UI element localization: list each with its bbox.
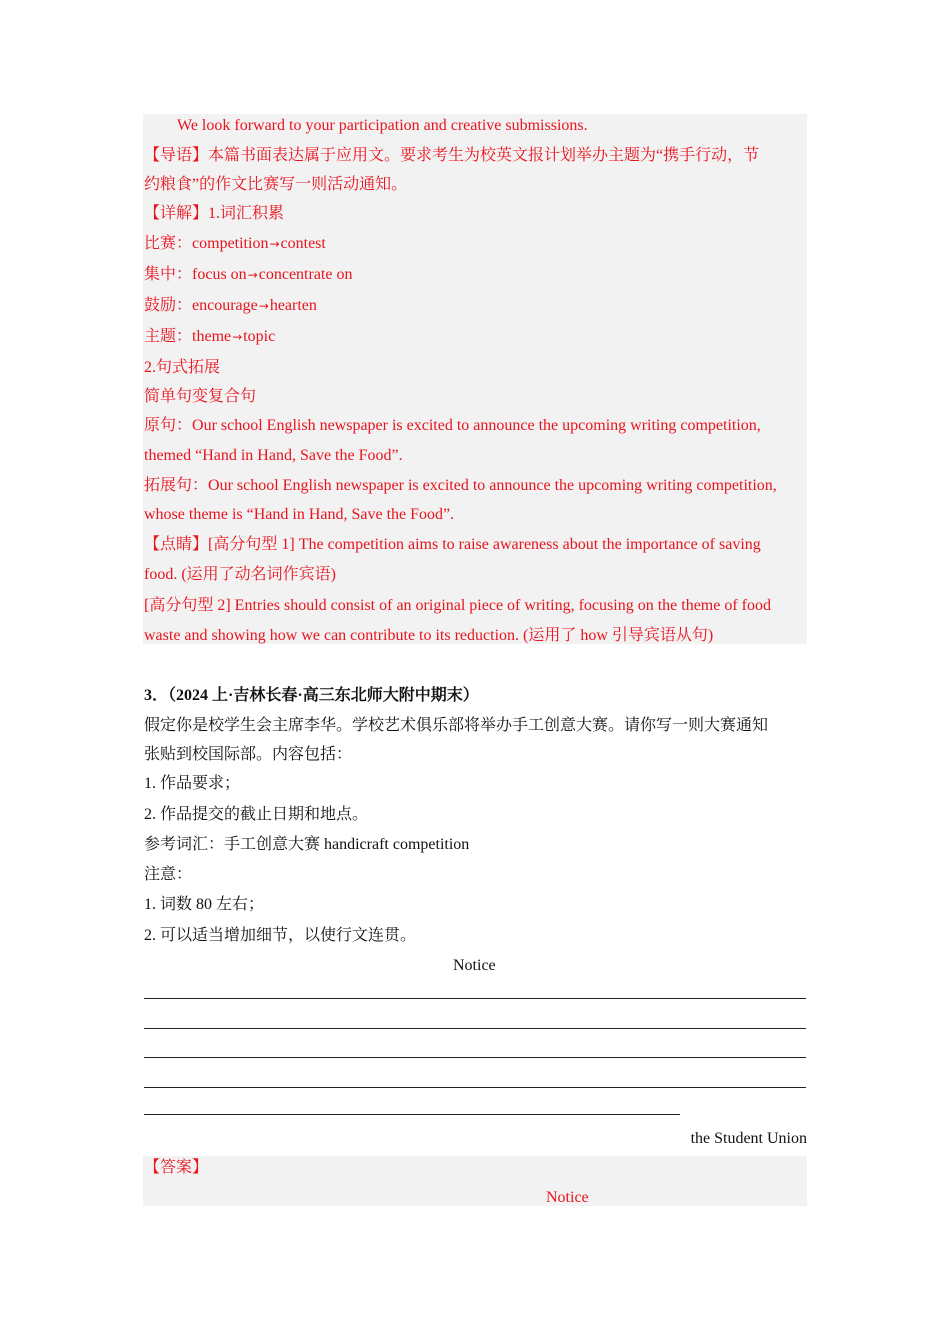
sentence-subheading: 简单句变复合句 [144, 388, 257, 405]
writing-line[interactable] [144, 1087, 806, 1088]
highlight-2-note: 运用了 how 引导宾语从句 [528, 627, 708, 644]
vocab-to: hearten [269, 297, 317, 314]
question-number: 3． [144, 687, 169, 704]
right-arrow-icon: → [269, 237, 280, 251]
question-3-header [144, 686, 479, 706]
right-arrow-icon: → [232, 330, 243, 344]
detail-tag: 【详解】 [144, 205, 209, 222]
writing-line[interactable] [144, 1114, 680, 1115]
question-item-2: 2. 作品提交的截止日期和地点。 [144, 806, 369, 823]
note-item-1: 1. 词数 80 左右； [144, 896, 265, 913]
note-label: 注意： [144, 866, 193, 883]
note-item-2: 2. 可以适当增加细节，以使行文连贯。 [144, 927, 417, 944]
expanded-label: 拓展句： [144, 477, 209, 494]
vocab-from: theme [192, 328, 232, 345]
original-text: Our school English newspaper is excited to announce the upcoming writing competition, [192, 417, 761, 434]
writing-line[interactable] [144, 998, 806, 999]
question-item-1: 1. 作品要求； [144, 775, 241, 792]
highlight-2-label: [高分句型 2] [144, 597, 231, 614]
question-source: （2024 上·吉林长春·高三东北师大附中期末） [168, 687, 479, 704]
highlight-tag: 【点睛】 [144, 536, 209, 553]
highlight-2-text: Entries should consist of an original piece of writing, focusing on the theme of food [230, 597, 771, 614]
answer-tag: 【答案】 [144, 1159, 209, 1176]
vocab-to: contest [280, 235, 326, 252]
vocab-item [144, 234, 326, 254]
writing-line[interactable] [144, 1028, 806, 1029]
highlight-1-text-cont: food. ( [144, 566, 187, 583]
original-label: 原句： [144, 417, 193, 434]
vocab-reference: 参考词汇：手工创意大赛 handicraft competition [144, 836, 470, 853]
vocab-cn: 鼓励： [144, 297, 193, 314]
closing-sentence: We look forward to your participation and creative submissions. [177, 117, 588, 134]
highlight-line-1 [144, 535, 761, 555]
right-arrow-icon: → [247, 268, 258, 282]
guide-line-1 [144, 146, 759, 166]
answer-notice-title: Notice [546, 1189, 589, 1206]
expanded-text: Our school English newspaper is excited to announce the upcoming writing competition, [208, 477, 777, 494]
highlight-line-4 [144, 626, 713, 646]
highlight-1-note: 运用了动名词作宾语 [186, 566, 331, 583]
highlight-line-3 [144, 596, 771, 616]
expanded-sentence-line-2: whose theme is “Hand in Hand, Save the Food”. [144, 506, 455, 523]
answer-block-background [143, 1156, 807, 1206]
sentence-heading: 2.句式拓展 [144, 359, 221, 376]
vocab-item [144, 327, 275, 347]
detail-heading: 1.词汇积累 [208, 205, 285, 222]
vocab-cn: 主题： [144, 328, 193, 345]
original-sentence-line-2: themed “Hand in Hand, Save the Food”. [144, 447, 403, 464]
highlight-line-2 [144, 565, 336, 585]
question-prompt-line-1: 假定你是校学生会主席李华。学校艺术俱乐部将举办手工创意大赛。请你写一则大赛通知 [144, 717, 769, 734]
vocab-to: concentrate on [258, 266, 353, 283]
vocab-from: encourage [192, 297, 258, 314]
highlight-2-paren: ) [707, 627, 714, 644]
guide-tag: 【导语】 [144, 147, 209, 164]
vocab-to: topic [243, 328, 276, 345]
guide-text: 本篇书面表达属于应用文。要求考生为校英文报计划举办主题为“携手行动，节 [208, 147, 760, 164]
vocab-from: competition [192, 235, 269, 252]
vocab-cn: 比赛： [144, 235, 193, 252]
detail-line [144, 204, 284, 224]
original-sentence-line-1 [144, 416, 761, 436]
expanded-sentence-line-1 [144, 476, 777, 496]
highlight-1-paren: ) [330, 566, 336, 583]
vocab-item [144, 296, 317, 316]
vocab-from: focus on [192, 266, 247, 283]
right-arrow-icon: → [258, 299, 269, 313]
notice-title: Notice [453, 957, 496, 974]
question-prompt-line-2: 张贴到校国际部。内容包括： [144, 746, 353, 763]
guide-line-2: 约粮食”的作文比赛写一则活动通知。 [144, 176, 408, 193]
highlight-2-text-cont: waste and showing how we can contribute to its reduction. ( [144, 627, 529, 644]
writing-line[interactable] [144, 1057, 806, 1058]
vocab-cn: 集中： [144, 266, 193, 283]
vocab-item [144, 265, 352, 285]
signature: the Student Union [690, 1130, 807, 1147]
highlight-1-label: [高分句型 1] [208, 536, 295, 553]
highlight-1-text: The competition aims to raise awareness about the importance of saving [294, 536, 761, 553]
